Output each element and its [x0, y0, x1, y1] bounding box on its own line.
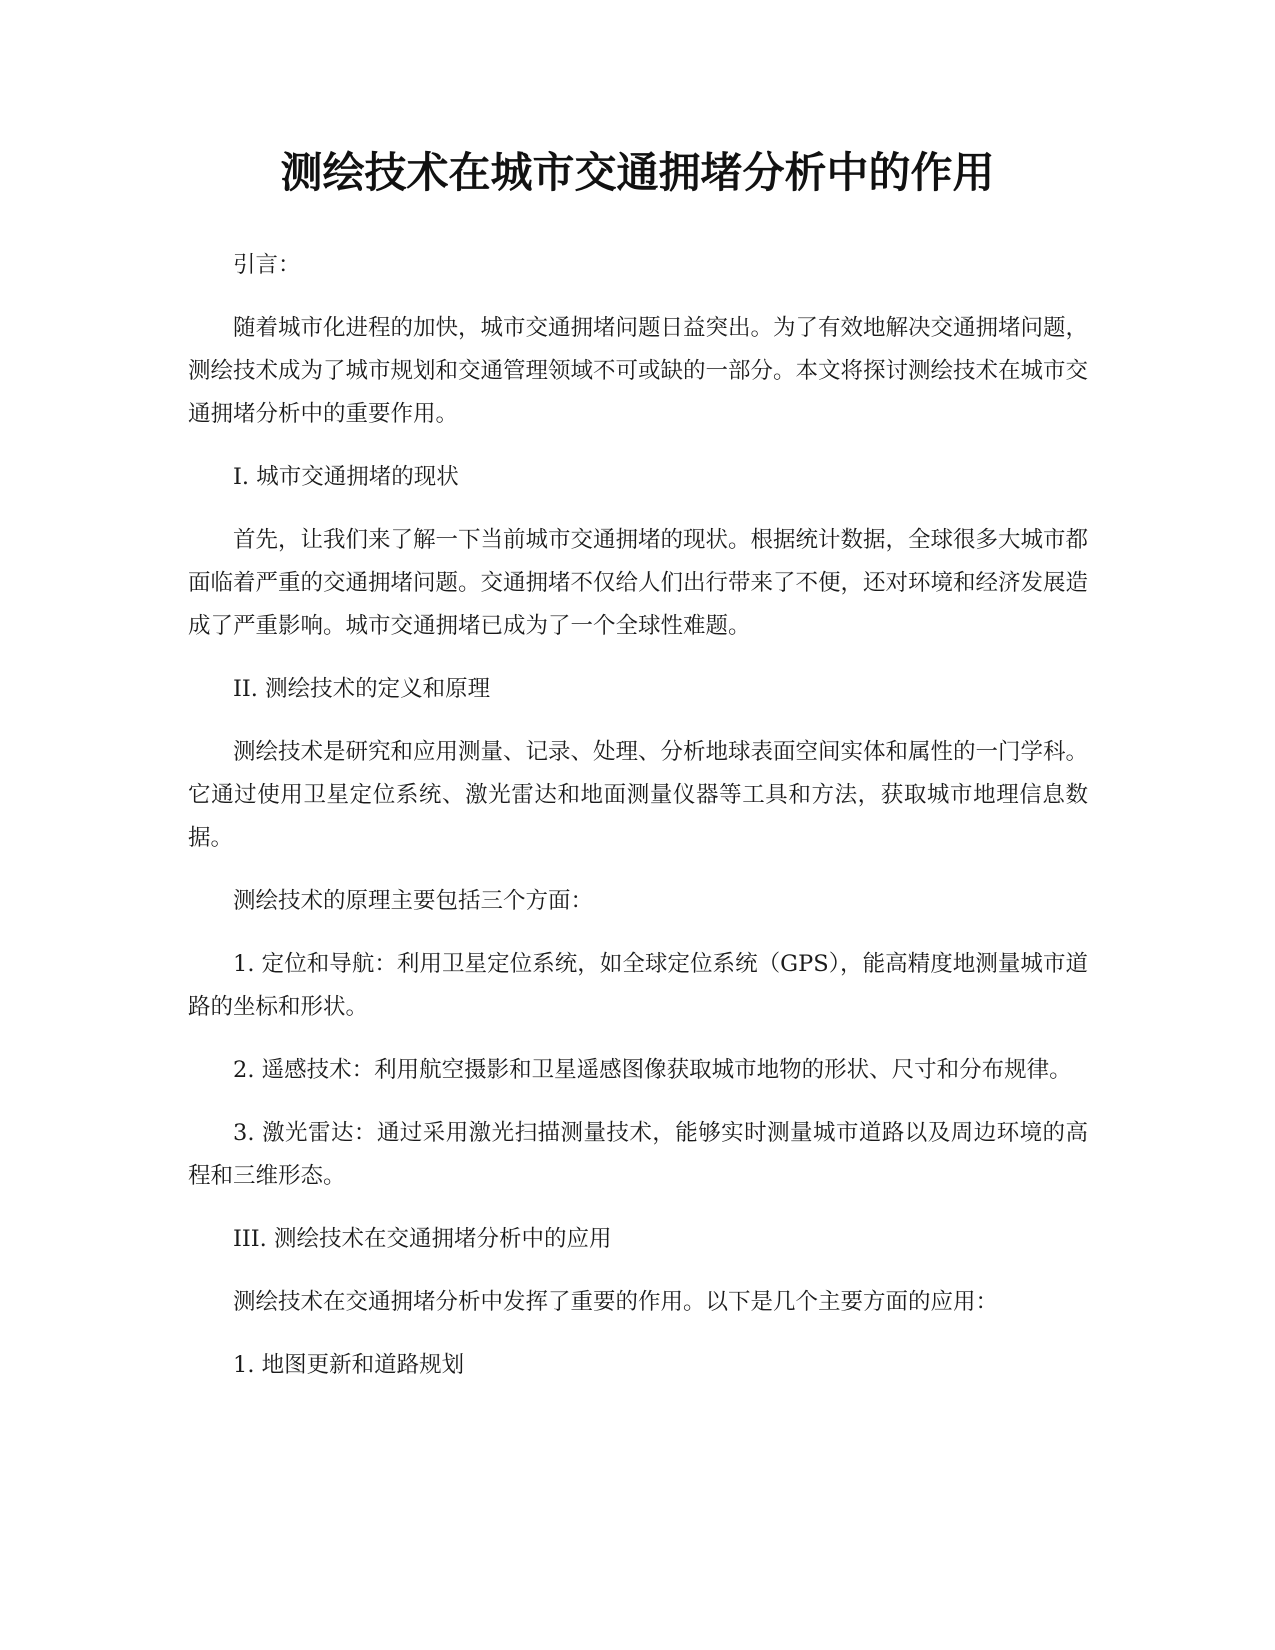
- list-item-remote-sensing: 2. 遥感技术：利用航空摄影和卫星遥感图像获取城市地物的形状、尺寸和分布规律。: [233, 1057, 1072, 1083]
- document-body: [188, 244, 1088, 1407]
- list-item-lidar: 3. 激光雷达：通过采用激光扫描测量技术，能够实时测量城市道路以及周边环境的高程和三维形态。: [188, 1120, 1088, 1189]
- paragraph-applications-intro: 测绘技术在交通拥堵分析中发挥了重要的作用。以下是几个主要方面的应用：: [233, 1289, 999, 1315]
- paragraph-principles-intro: 测绘技术的原理主要包括三个方面：: [233, 888, 594, 914]
- paragraph-intro: 随着城市化进程的加快，城市交通拥堵问题日益突出。为了有效地解决交通拥堵问题，测绘技术成为了城市规划和交通管理领域不可或缺的一部分。本文将探讨测绘技术在城市交通拥堵分析中的重要作用。: [188, 315, 1089, 427]
- list-item-map-update: 1. 地图更新和道路规划: [233, 1352, 465, 1378]
- section-heading-3: III. 测绘技术在交通拥堵分析中的应用: [233, 1226, 612, 1252]
- paragraph-definition: 测绘技术是研究和应用测量、记录、处理、分析地球表面空间实体和属性的一门学科。它通过使用卫星定位系统、激光雷达和地面测量仪器等工具和方法，获取城市地理信息数据。: [188, 739, 1089, 851]
- document-title: 测绘技术在城市交通拥堵分析中的作用: [280, 148, 995, 197]
- paragraph-intro-label: 引言：: [233, 252, 301, 278]
- section-heading-2: II. 测绘技术的定义和原理: [233, 676, 491, 702]
- list-item-positioning: 1. 定位和导航：利用卫星定位系统，如全球定位系统（GPS），能高精度地测量城市道路的坐标和形状。: [188, 951, 1088, 1020]
- section-heading-1: I. 城市交通拥堵的现状: [233, 464, 459, 490]
- paragraph-status: 首先，让我们来了解一下当前城市交通拥堵的现状。根据统计数据，全球很多大城市都面临着严重的交通拥堵问题。交通拥堵不仅给人们出行带来了不便，还对环境和经济发展造成了严重影响。城市交通拥堵已成为了一个全球性难题。: [188, 527, 1089, 639]
